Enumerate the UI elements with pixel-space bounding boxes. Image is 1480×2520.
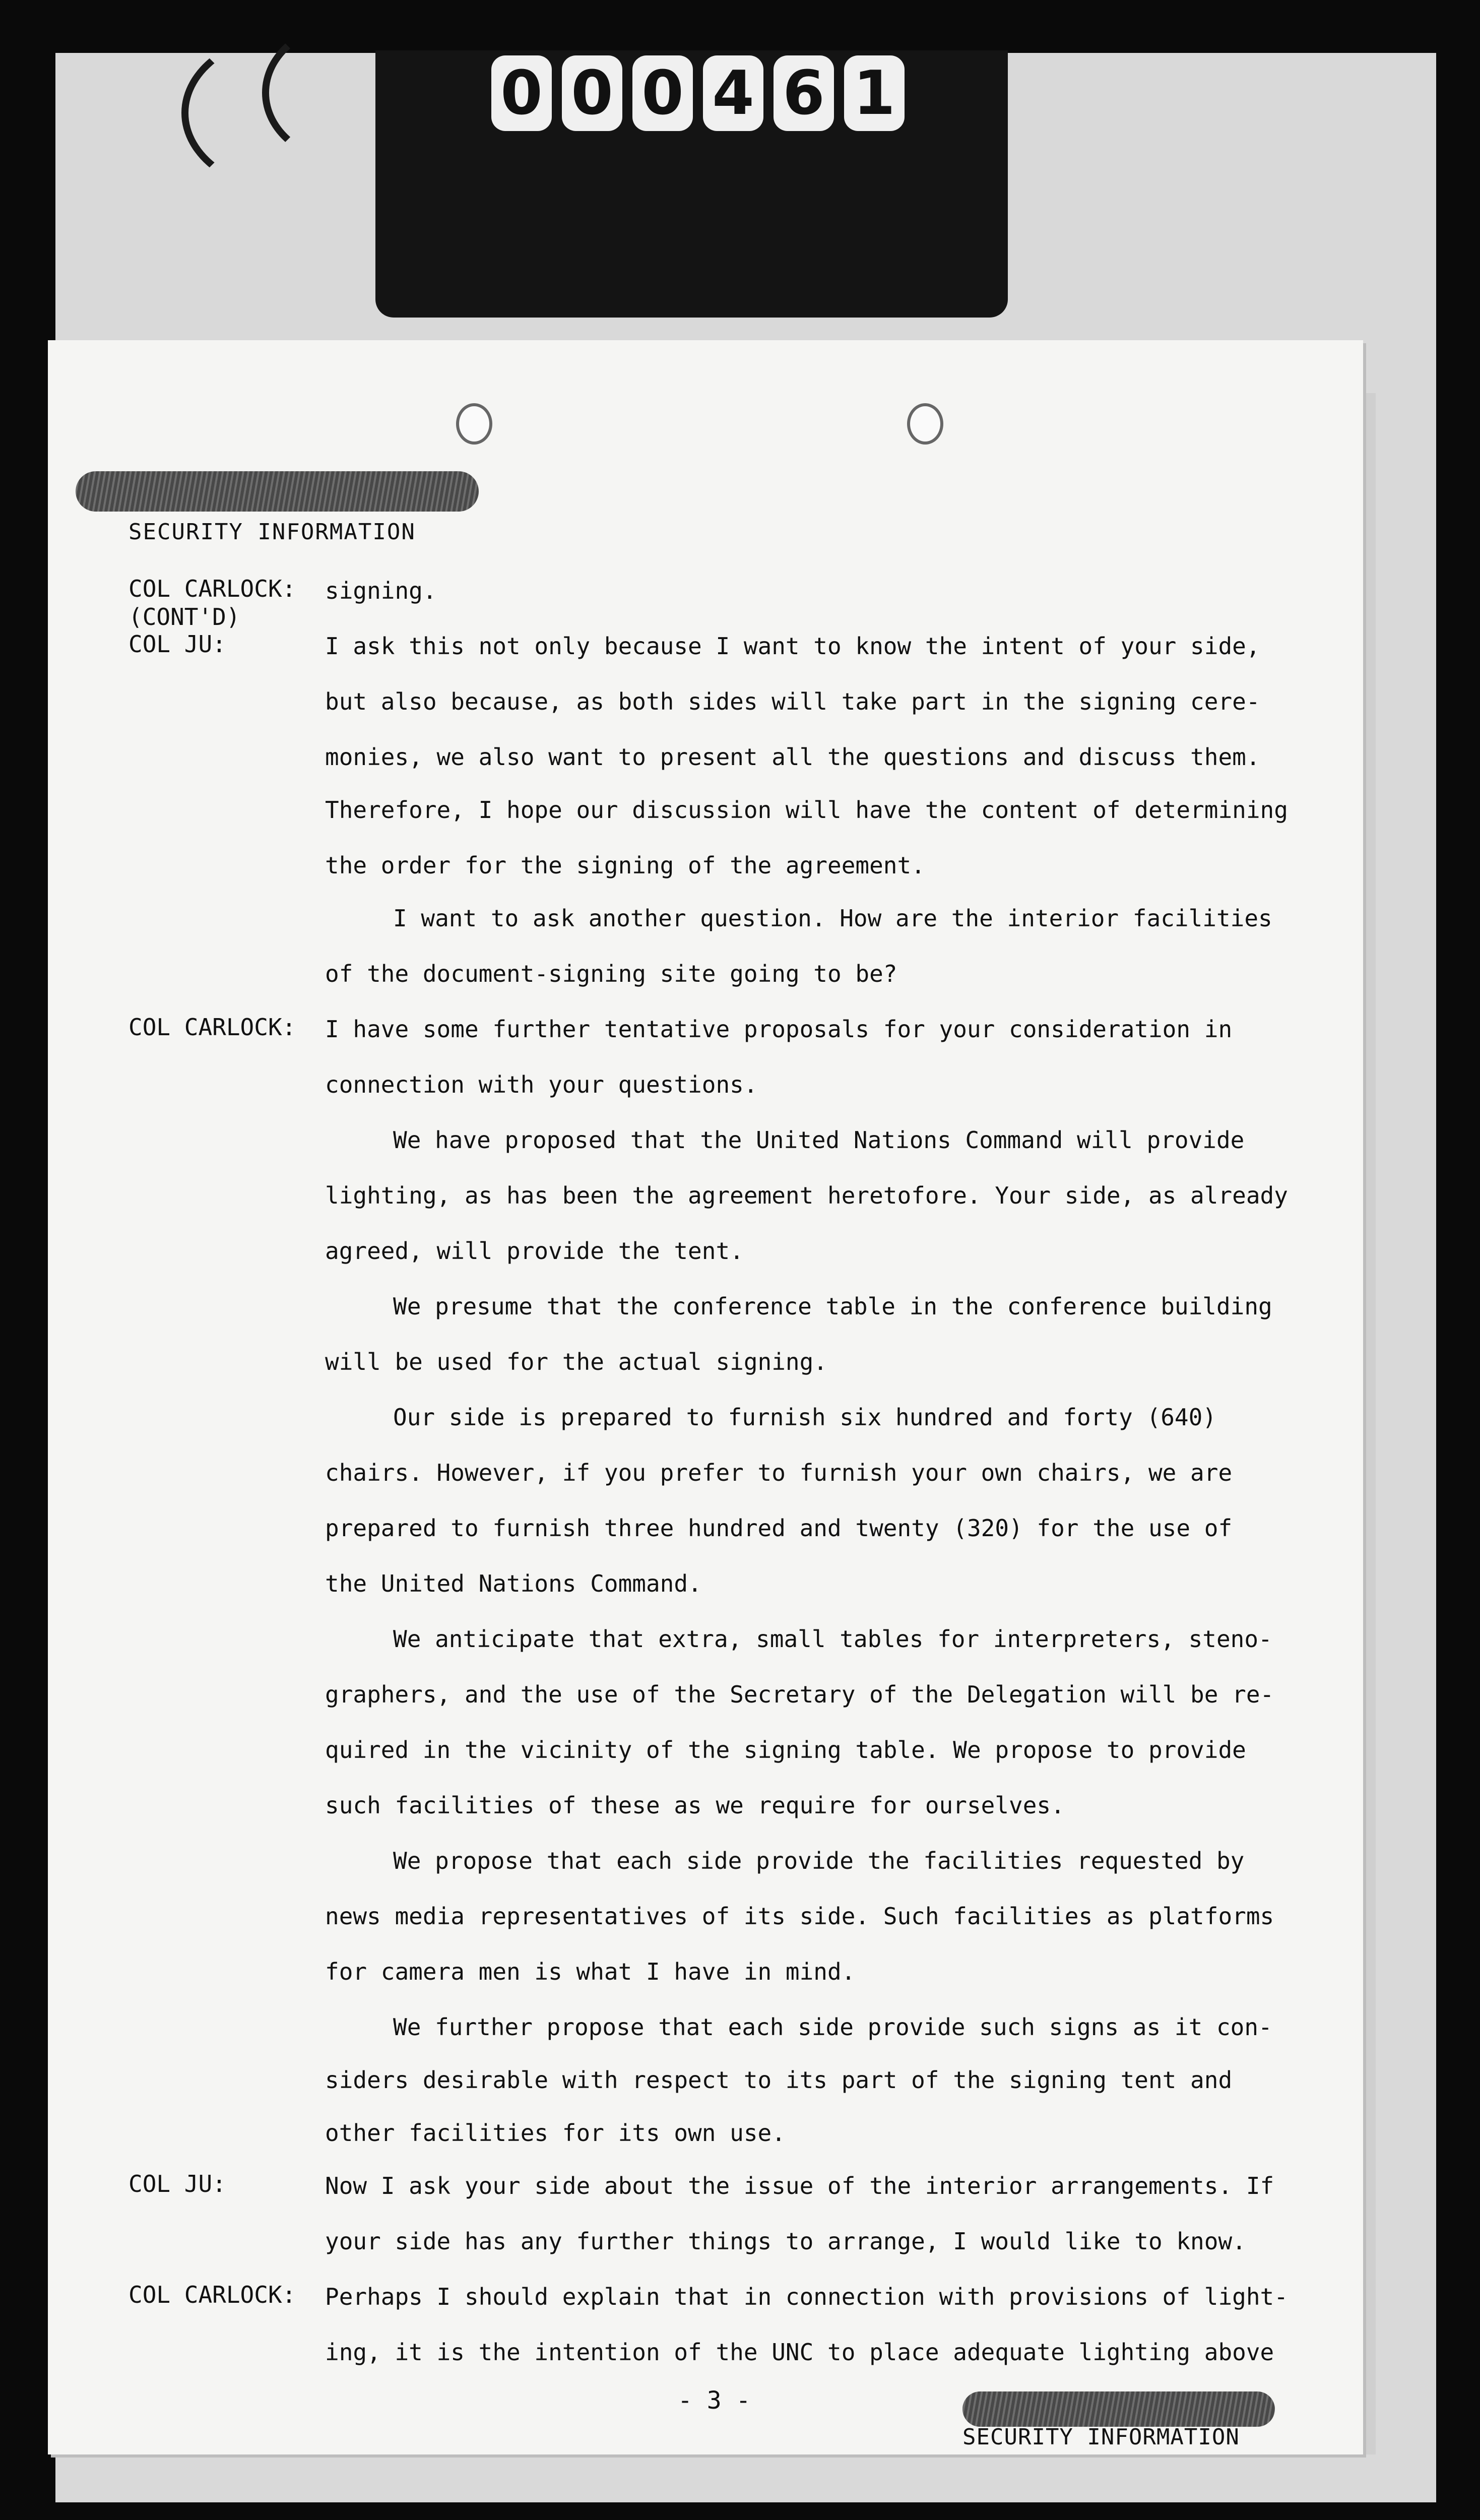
text-line: I have some further tentative proposals for your consideration in — [325, 1016, 1233, 1043]
text-line: I want to ask another question. How are the interior facilities — [393, 905, 1272, 932]
text-line: ing, it is the intention of the UNC to place adequate lighting above — [325, 2339, 1274, 2366]
counter-digit: 4 — [703, 55, 763, 131]
text-line: monies, we also want to present all the questions and discuss them. — [325, 743, 1260, 771]
counter-digit: 1 — [844, 55, 905, 131]
text-line: news media representatives of its side. Such facilities as platforms — [325, 1903, 1274, 1930]
text-line: agreed, will provide the tent. — [325, 1237, 744, 1265]
security-information-footer: SECURITY INFORMATION — [962, 2424, 1240, 2450]
text-line: such facilities of these as we require for ourselves. — [325, 1792, 1065, 1819]
text-line: for camera men is what I have in mind. — [325, 1958, 856, 1985]
text-line: We have proposed that the United Nations Command will provide — [393, 1126, 1245, 1154]
counter-digit: 0 — [562, 55, 622, 131]
text-line: Therefore, I hope our discussion will have the content of determining — [325, 796, 1288, 824]
text-line: the United Nations Command. — [325, 1570, 702, 1597]
text-line: quired in the vicinity of the signing table. We propose to provide — [325, 1736, 1246, 1763]
text-line: of the document-signing site going to be? — [325, 960, 897, 987]
counter-digit: 6 — [774, 55, 834, 131]
handwritten-confidential-mark — [962, 2391, 1275, 2427]
text-line: your side has any further things to arrange, I would like to know. — [325, 2228, 1246, 2255]
text-line: will be used for the actual signing. — [325, 1348, 827, 1375]
text-line: graphers, and the use of the Secretary of the Delegation will be re- — [325, 1681, 1274, 1708]
speaker-label: COL JU: — [128, 2170, 226, 2197]
text-line: I ask this not only because I want to know the intent of your side, — [325, 633, 1260, 660]
punch-hole — [456, 403, 492, 445]
text-line: Now I ask your side about the issue of the interior arrangements. If — [325, 2172, 1274, 2199]
text-line: other facilities for its own use. — [325, 2119, 786, 2147]
text-line: Our side is prepared to furnish six hundred and forty (640) — [393, 1404, 1216, 1431]
text-line: the order for the signing of the agreement. — [325, 852, 925, 879]
counter-digits — [491, 55, 905, 136]
counter-cable — [262, 20, 437, 165]
text-line: but also because, as both sides will take part in the signing cere- — [325, 688, 1260, 715]
text-line: chairs. However, if you prefer to furnish your own chairs, we are — [325, 1459, 1233, 1486]
speaker-label: COL CARLOCK: — [128, 1014, 296, 1041]
text-line: We further propose that each side provide such signs as it con- — [393, 2013, 1272, 2041]
text-line: We anticipate that extra, small tables for interpreters, steno- — [393, 1625, 1272, 1653]
text-line: We propose that each side provide the facilities requested by — [393, 1847, 1245, 1874]
speaker-label: COL CARLOCK: — [128, 2281, 296, 2308]
text-line: We presume that the conference table in the conference building — [393, 1293, 1272, 1320]
security-information-header: SECURITY INFORMATION — [128, 519, 416, 545]
text-line: siders desirable with respect to its part of the signing tent and — [325, 2066, 1233, 2094]
handwritten-confidential-mark — [76, 471, 479, 512]
speaker-label: COL CARLOCK: (CONT'D) — [128, 575, 296, 631]
counter-digit: 0 — [632, 55, 693, 131]
speaker-label: COL JU: — [128, 631, 226, 658]
counter-digit: 0 — [491, 55, 552, 131]
page-number: - 3 - — [678, 2386, 751, 2415]
text-line: connection with your questions. — [325, 1071, 758, 1098]
text-line: Perhaps I should explain that in connection with provisions of light- — [325, 2283, 1288, 2310]
text-line: prepared to furnish three hundred and twenty (320) for the use of — [325, 1515, 1233, 1542]
text-line: signing. — [325, 577, 437, 604]
text-line: lighting, as has been the agreement heretofore. Your side, as already — [325, 1182, 1288, 1209]
punch-hole — [907, 403, 943, 445]
